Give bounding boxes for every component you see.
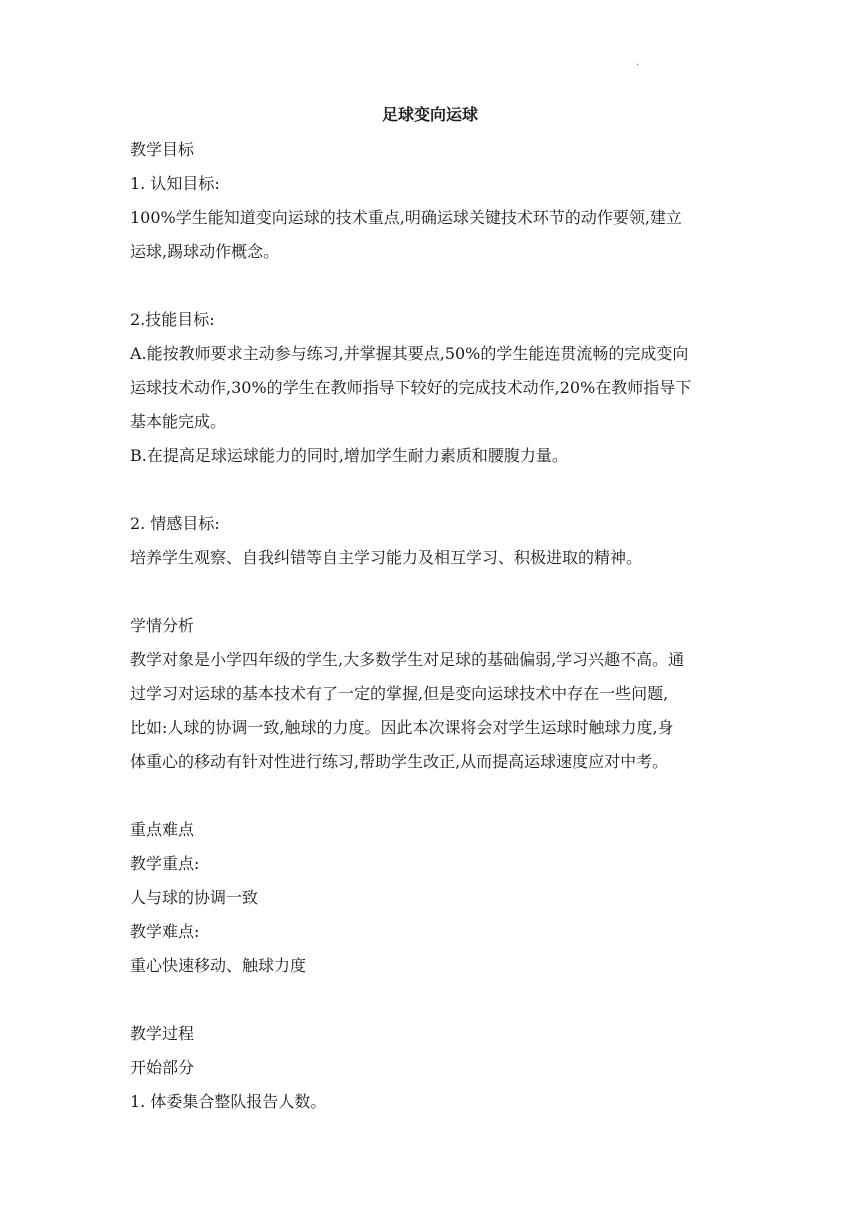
- paragraph-line: B.在提高足球运球能力的同时,增加学生耐力素质和腰腹力量。: [130, 446, 568, 465]
- paragraph-line: 过学习对运球的基本技术有了一定的掌握,但是变向运球技术中存在一些问题,: [130, 684, 669, 703]
- paragraph-line: 基本能完成。: [130, 412, 227, 431]
- paragraph-line: 人与球的协调一致: [130, 888, 259, 907]
- paragraph-line: 100%学生能知道变向运球的技术重点,明确运球关键技术环节的动作要领,建立: [130, 208, 682, 227]
- section-heading-teaching-goals: 教学目标: [130, 140, 195, 159]
- subheading-affective-goal: 2. 情感目标:: [130, 514, 220, 533]
- paragraph-line: 培养学生观察、自我纠错等自主学习能力及相互学习、积极进取的精神。: [130, 548, 643, 567]
- paragraph-line: 运球技术动作,30%的学生在教师指导下较好的完成技术动作,20%在教师指导下: [130, 378, 692, 397]
- paragraph-line: A.能按教师要求主动参与练习,并掌握其要点,50%的学生能连贯流畅的完成变向: [130, 344, 689, 363]
- paragraph-line: 教学对象是小学四年级的学生,大多数学生对足球的基础偏弱,学习兴趣不高。通: [130, 650, 685, 669]
- paragraph-line: 1. 体委集合整队报告人数。: [130, 1092, 327, 1111]
- paragraph-line: 重心快速移动、触球力度: [130, 956, 307, 975]
- header-mark: .: [636, 57, 640, 68]
- subheading-opening-part: 开始部分: [130, 1058, 195, 1077]
- paragraph-line: 体重心的移动有针对性进行练习,帮助学生改正,从而提高运球速度应对中考。: [130, 752, 669, 771]
- subheading-cognitive-goal: 1. 认知目标:: [130, 174, 220, 193]
- subheading-teaching-focus: 教学重点:: [130, 854, 200, 873]
- paragraph-line: 运球,踢球动作概念。: [130, 242, 280, 261]
- section-heading-learner-analysis: 学情分析: [130, 616, 195, 635]
- subheading-teaching-difficulty: 教学难点:: [130, 922, 200, 941]
- paragraph-line: 比如:人球的协调一致,触球的力度。因此本次课将会对学生运球时触球力度,身: [130, 718, 674, 737]
- section-heading-teaching-process: 教学过程: [130, 1024, 195, 1043]
- section-heading-key-points: 重点难点: [130, 820, 195, 839]
- subheading-skill-goal: 2.技能目标:: [130, 310, 215, 329]
- document-title: 足球变向运球: [381, 105, 478, 124]
